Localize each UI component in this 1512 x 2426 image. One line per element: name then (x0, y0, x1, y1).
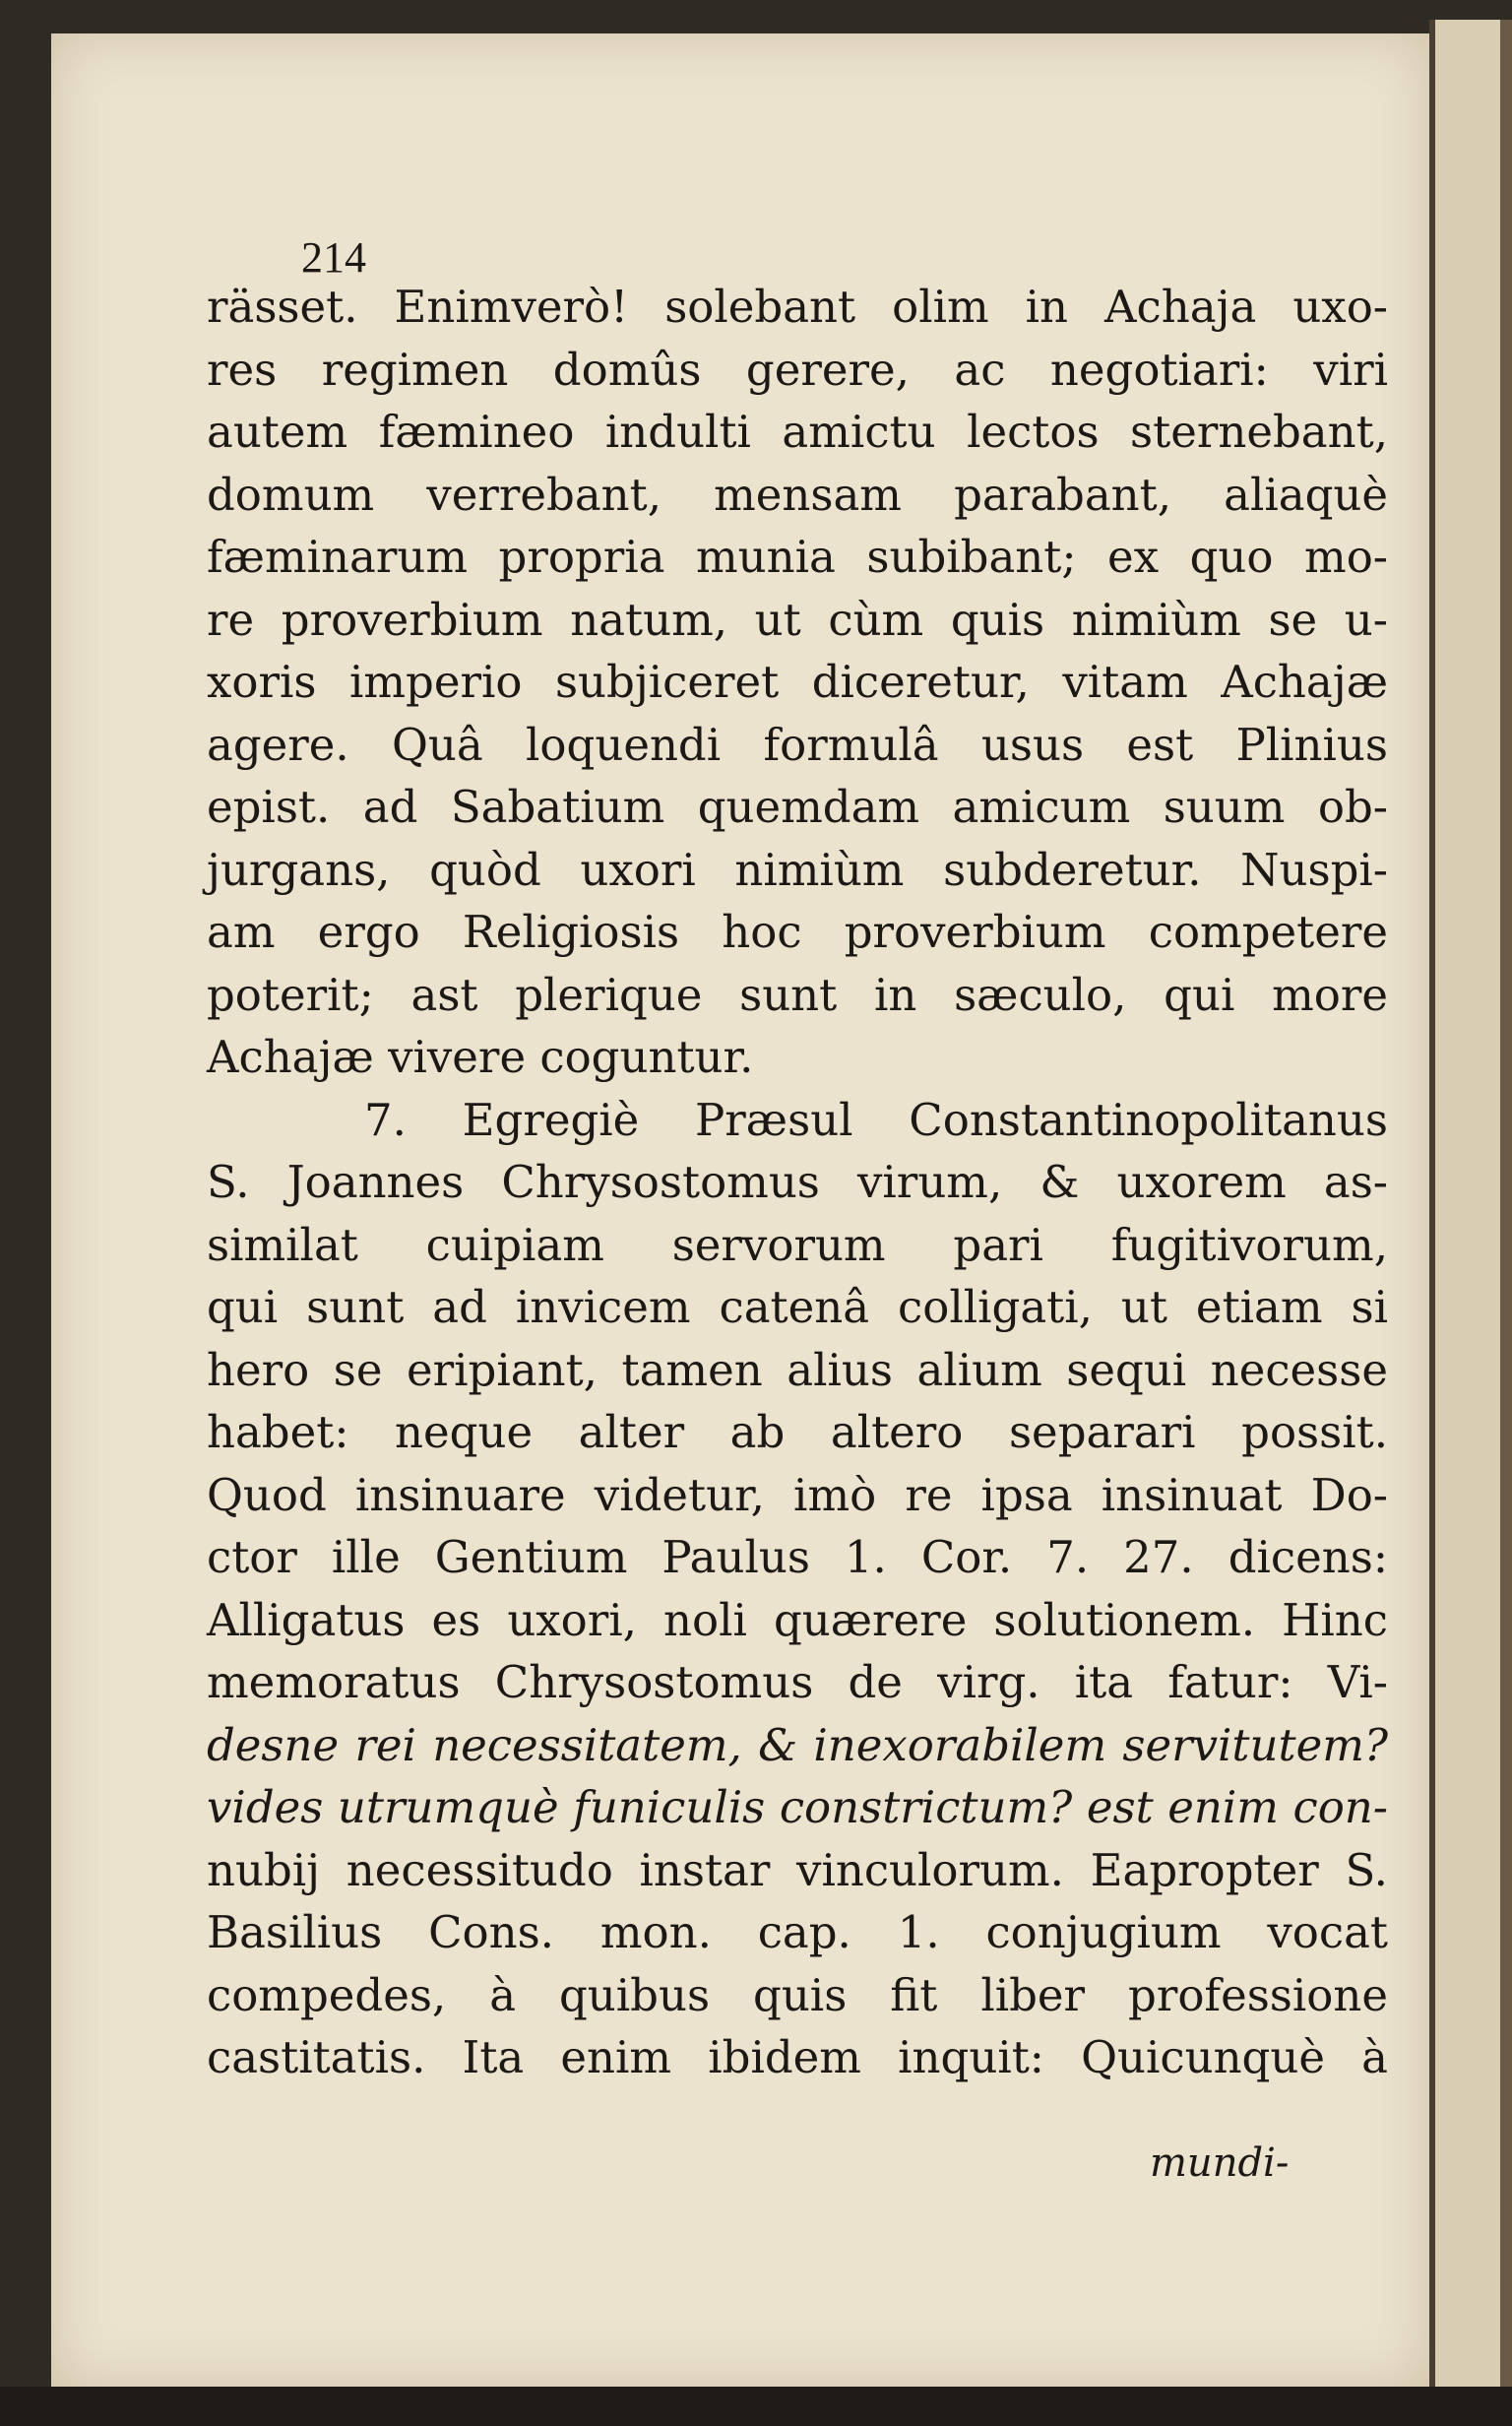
text-line: re proverbium natum, ut cùm quis nimiùm se u- (207, 593, 1388, 646)
text-line: desne rei necessitatem, & inexorabilem servitutem? (207, 1718, 1388, 1771)
text-line: memoratus Chrysostomus de virg. ita fatur: Vi- (207, 1656, 1388, 1708)
text-line: ctor ille Gentium Paulus 1. Cor. 7. 27. dicens: (207, 1531, 1388, 1583)
text-line: S. Joannes Chrysostomus virum, & uxorem as- (207, 1156, 1388, 1208)
text-line: habet: neque alter ab altero separari possit. (207, 1406, 1388, 1458)
text-line: res regimen domûs gerere, ac negotiari: viri (207, 343, 1388, 396)
text-line: domum verrebant, mensam parabant, aliaquè (207, 468, 1388, 521)
text-line: am ergo Religiosis hoc proverbium competere (207, 906, 1388, 958)
text-line: castitatis. Ita enim ibidem inquit: Quicunquè à (207, 2031, 1388, 2083)
text-line: autem fæmineo indulti amictu lectos sternebant, (207, 406, 1388, 458)
text-line: rässet. Enimverò! solebant olim in Achaja uxo- (207, 281, 1388, 333)
text-line: similat cuipiam servorum pari fugitivorum, (207, 1218, 1388, 1271)
text-line: Alligatus es uxori, noli quærere solutionem. Hinc (207, 1593, 1388, 1646)
text-line: poterit; ast plerique sunt in sæculo, qui more (207, 968, 1388, 1021)
text-line: fæminarum propria munia subibant; ex quo mo- (207, 531, 1388, 583)
text-line: hero se eripiant, tamen alius alium sequi necesse (207, 1343, 1388, 1396)
scan-bottom-edge (0, 2387, 1512, 2426)
text-line: 7. Egregiè Præsul Constantinopolitanus (364, 1093, 1388, 1146)
text-line: Basilius Cons. mon. cap. 1. conjugium vocat (207, 1906, 1388, 1958)
facing-page-edge (1429, 20, 1512, 2426)
body-text (207, 276, 1388, 2089)
text-line: vides utrumquè funiculis constrictum? est enim con- (207, 1781, 1388, 1833)
text-line: xoris imperio subjiceret diceretur, vitam Achajæ (207, 656, 1388, 708)
page-number: 214 (301, 233, 366, 282)
text-line: qui sunt ad invicem catenâ colligati, ut etiam si (207, 1281, 1388, 1333)
text-line: Quod insinuare videtur, imò re ipsa insinuat Do- (207, 1468, 1388, 1521)
text-line: agere. Quâ loquendi formulâ usus est Plinius (207, 718, 1388, 771)
text-line: nubij necessitudo instar vinculorum. Eapropter S. (207, 1843, 1388, 1896)
catchword: mundi- (1150, 2140, 1290, 2186)
text-line: compedes, à quibus quis fit liber professione (207, 1968, 1388, 2021)
text-line: Achajæ vivere coguntur. (207, 1031, 754, 1083)
text-line: jurgans, quòd uxori nimiùm subderetur. Nuspi- (207, 843, 1388, 896)
text-line: epist. ad Sabatium quemdam amicum suum ob- (207, 781, 1388, 833)
